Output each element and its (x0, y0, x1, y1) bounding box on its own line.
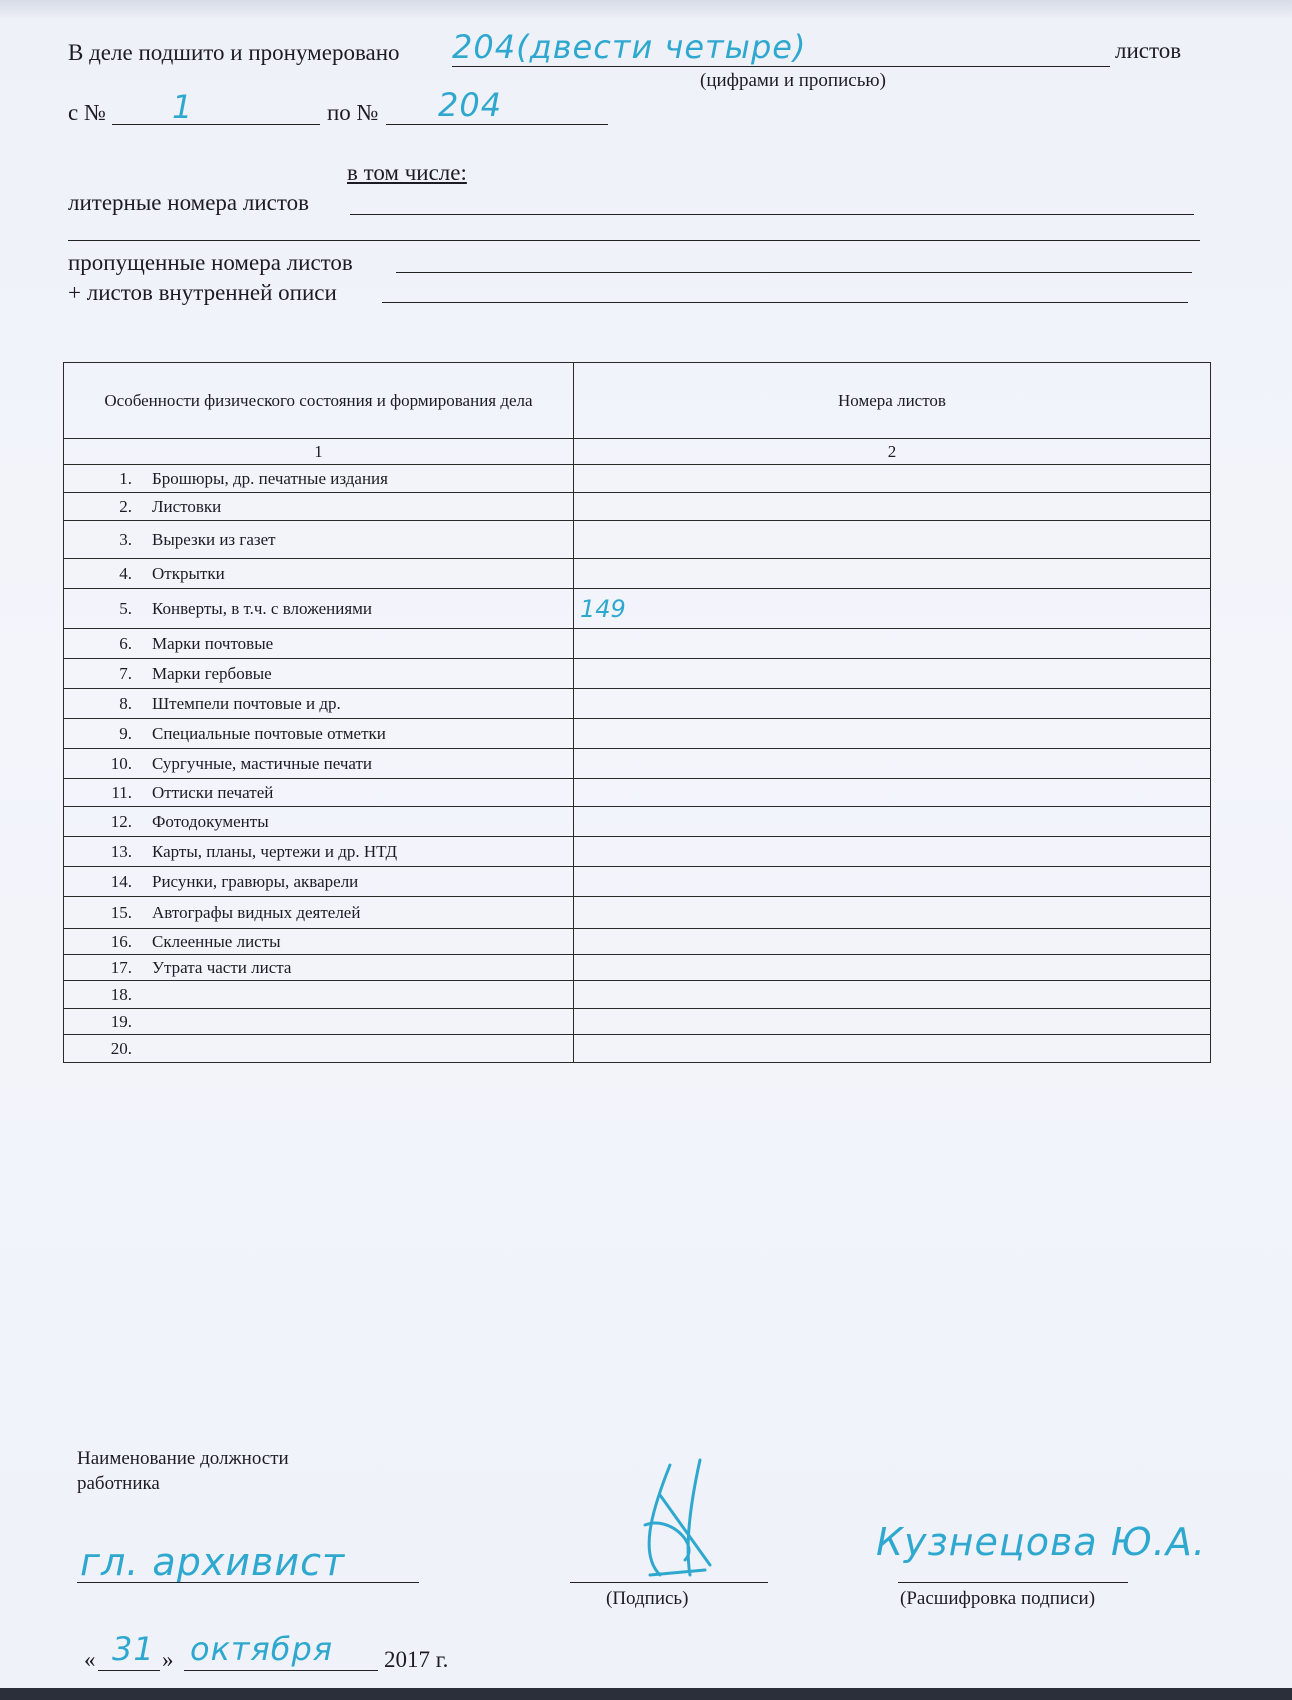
row-sheet-numbers (574, 779, 1211, 807)
missing-line (396, 272, 1192, 273)
row-sheet-numbers: 149 (574, 589, 1211, 629)
row-number: 12. (110, 811, 132, 831)
row-sheet-numbers (574, 867, 1211, 897)
signature-line (570, 1582, 768, 1583)
literal-line (350, 214, 1194, 215)
position-label-2: работника (77, 1473, 160, 1494)
including-title: в том числе: (347, 160, 467, 185)
row-sheet-numbers (574, 981, 1211, 1009)
digits-words-hint: (цифрами и прописью) (700, 70, 886, 91)
row-label: Сургучные, мастичные печати (152, 753, 373, 773)
row-number: 4. (119, 563, 132, 583)
stitched-handwritten: 204(двести четыре) (452, 28, 807, 66)
table-row (64, 719, 1211, 749)
table-row (64, 589, 1211, 629)
table-row (64, 1009, 1211, 1035)
row-number: 14. (110, 871, 132, 891)
missing-label: пропущенные номера листов (68, 250, 353, 275)
row-sheet-numbers (574, 1035, 1211, 1063)
row-feature-cell (64, 465, 574, 493)
table-body (64, 465, 1211, 1063)
row-label: Фотодокументы (152, 811, 269, 831)
col1-header: Особенности физического состояния и формирования дела (64, 363, 574, 439)
row-number: 16. (110, 931, 132, 951)
row-label: Автографы видных деятелей (152, 902, 361, 922)
literal-label: литерные номера листов (68, 190, 309, 215)
row-number: 1. (119, 468, 132, 488)
date-day-line (98, 1670, 160, 1671)
row-feature-cell (64, 897, 574, 929)
row-number: 13. (110, 841, 132, 861)
row-number: 6. (119, 633, 132, 653)
row-feature-cell (64, 807, 574, 837)
row-feature-cell (64, 981, 574, 1009)
table-row (64, 837, 1211, 867)
inner-line (382, 302, 1188, 303)
row-feature-cell (64, 659, 574, 689)
table-row (64, 779, 1211, 807)
row-sheet-numbers (574, 807, 1211, 837)
row-feature-cell (64, 779, 574, 807)
signature-mark (630, 1455, 730, 1585)
row-label: Карты, планы, чертежи и др. НТД (152, 841, 398, 861)
table-row (64, 897, 1211, 929)
table-row (64, 629, 1211, 659)
row-label: Марки гербовые (152, 663, 272, 683)
row-feature-cell (64, 589, 574, 629)
row-sheet-numbers (574, 689, 1211, 719)
row-number: 18. (110, 984, 132, 1004)
row-number: 10. (110, 753, 132, 773)
row-label: Утрата части листа (152, 957, 292, 977)
row-sheet-numbers (574, 659, 1211, 689)
row-feature-cell (64, 837, 574, 867)
from-line (112, 124, 320, 125)
row-sheet-numbers (574, 465, 1211, 493)
date-month-line (184, 1670, 378, 1671)
table-row (64, 659, 1211, 689)
table-row (64, 521, 1211, 559)
literal-line-2 (68, 240, 1200, 241)
inner-label: + листов внутренней описи (68, 280, 337, 305)
row-label: Листовки (152, 496, 222, 516)
col2-header: Номера листов (574, 363, 1211, 439)
row-feature-cell (64, 629, 574, 659)
date-open-quote: « (84, 1647, 96, 1672)
row-feature-cell (64, 689, 574, 719)
from-label: с № (68, 100, 106, 125)
date-close-quote: » (162, 1647, 174, 1672)
sheets-suffix: листов (1115, 38, 1182, 63)
row-feature-cell (64, 493, 574, 521)
table-row (64, 929, 1211, 955)
position-value: гл. архивист (80, 1540, 346, 1584)
stitched-line (452, 66, 1110, 67)
row-sheet-numbers (574, 929, 1211, 955)
table-row (64, 955, 1211, 981)
to-value: 204 (438, 86, 503, 124)
table-row (64, 867, 1211, 897)
row-label: Брошюры, др. печатные издания (152, 468, 388, 488)
row-feature-cell (64, 559, 574, 589)
row-sheet-numbers (574, 955, 1211, 981)
row-feature-cell (64, 749, 574, 779)
table-row (64, 559, 1211, 589)
decode-value: Кузнецова Ю.А. (876, 1520, 1206, 1564)
row-number: 15. (110, 902, 132, 922)
row-number: 9. (119, 723, 132, 743)
row-number: 17. (110, 957, 132, 977)
scan-bottom-edge (0, 1688, 1292, 1700)
row-sheet-numbers (574, 521, 1211, 559)
physical-condition-table (63, 362, 1211, 1063)
scan-top-edge (0, 0, 1292, 18)
row-feature-cell (64, 719, 574, 749)
row-label: Марки почтовые (152, 633, 274, 653)
row-sheet-numbers (574, 837, 1211, 867)
signature-hint: (Подпись) (606, 1588, 689, 1609)
table-index-row (64, 439, 1211, 465)
row-feature-cell (64, 929, 574, 955)
row-label: Штемпели почтовые и др. (152, 693, 341, 713)
row-number: 5. (119, 598, 132, 618)
table-header-row (64, 363, 1211, 439)
row-sheet-numbers (574, 719, 1211, 749)
col1-index: 1 (64, 439, 574, 465)
table-row (64, 807, 1211, 837)
date-month: октября (190, 1630, 334, 1668)
row-number: 19. (110, 1011, 132, 1031)
decode-line (898, 1582, 1128, 1583)
table-row (64, 689, 1211, 719)
row-label: Специальные почтовые отметки (152, 723, 386, 743)
row-number: 8. (119, 693, 132, 713)
row-sheet-numbers (574, 629, 1211, 659)
row-feature-cell (64, 521, 574, 559)
row-sheet-numbers (574, 559, 1211, 589)
row-label: Оттиски печатей (152, 782, 274, 802)
table-row (64, 1035, 1211, 1063)
table-row (64, 749, 1211, 779)
row-label: Открытки (152, 563, 225, 583)
row-label: Рисунки, гравюры, акварели (152, 871, 359, 891)
row-label: Вырезки из газет (152, 529, 276, 549)
position-label-1: Наименование должности (77, 1448, 289, 1469)
row-feature-cell (64, 955, 574, 981)
position-line (77, 1582, 419, 1583)
from-value: 1 (172, 88, 194, 126)
row-sheet-numbers (574, 749, 1211, 779)
row-number: 11. (111, 782, 132, 802)
row-feature-cell (64, 867, 574, 897)
row-feature-cell (64, 1035, 574, 1063)
row-label: Конверты, в т.ч. с вложениями (152, 598, 373, 618)
row-number: 7. (119, 663, 132, 683)
col2-index: 2 (574, 439, 1211, 465)
row-number: 20. (110, 1038, 132, 1058)
row-sheet-numbers (574, 1009, 1211, 1035)
row-sheet-numbers (574, 493, 1211, 521)
row-feature-cell (64, 1009, 574, 1035)
table-row (64, 493, 1211, 521)
date-year: 2017 г. (384, 1647, 449, 1672)
row-label: Склеенные листы (152, 931, 281, 951)
row-number: 3. (119, 529, 132, 549)
table-row (64, 465, 1211, 493)
date-day: 31 (112, 1630, 155, 1668)
row-number: 2. (119, 496, 132, 516)
stitched-label: В деле подшито и пронумеровано (68, 40, 400, 65)
row-sheet-numbers (574, 897, 1211, 929)
decode-hint: (Расшифровка подписи) (900, 1588, 1096, 1609)
to-label: по № (327, 100, 379, 125)
table-row (64, 981, 1211, 1009)
to-line (386, 124, 608, 125)
